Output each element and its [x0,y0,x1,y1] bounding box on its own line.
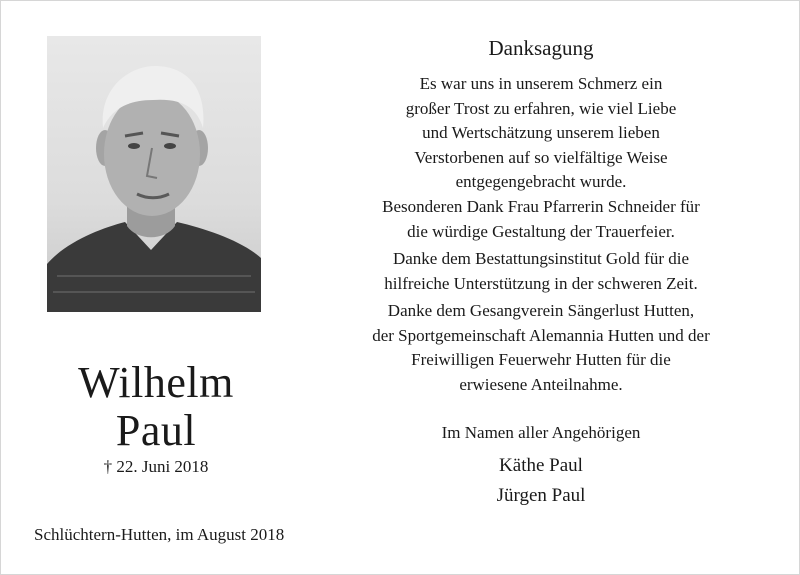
paragraph-3 [331,247,751,296]
paragraph-line: die würdige Gestaltung der Trauerfeier. [407,221,675,241]
paragraph-line: entgegengebracht wurde. [455,172,627,191]
place-and-date: Schlüchtern-Hutten, im August 2018 [34,525,285,544]
paragraph-line: Verstorbenen auf so vielfältige Weise [414,147,668,167]
paragraph-line: erwiesene Anteilnahme. [459,374,623,394]
deceased-last-name: Paul [115,406,197,455]
deceased-first-name: Wilhelm [78,358,234,407]
paragraph-line: Danke dem Gesangverein Sängerlust Hutten, [387,301,695,320]
paragraph-line: Freiwilligen Feuerwehr Hutten für die [411,350,671,369]
paragraph-line: hilfreiche Unterstützung in der schweren Zeit. [384,273,698,293]
paragraph-line: Besonderen Dank Frau Pfarrerin Schneider für [382,197,700,216]
paragraph-4 [331,299,751,397]
heading: Danksagung [488,36,594,60]
closing-line: Im Namen aller Angehörigen [441,423,641,442]
paragraph-line: und Wertschätzung unserem lieben [422,123,660,142]
paragraph-line: großer Trost zu erfahren, wie viel Liebe [405,98,677,118]
paragraph-1 [331,72,751,195]
death-date: † 22. Juni 2018 [103,457,209,476]
portrait-photo [47,36,261,312]
paragraph-line: Danke dem Bestattungsinstitut Gold für die [392,249,690,268]
paragraph-line: der Sportgemeinschaft Alemannia Hutten und der [372,325,710,345]
paragraph-2 [331,195,751,244]
paragraph-line: Es war uns in unserem Schmerz ein [419,74,663,93]
signer-name: Käthe Paul [499,455,583,476]
signer-name: Jürgen Paul [496,485,586,506]
